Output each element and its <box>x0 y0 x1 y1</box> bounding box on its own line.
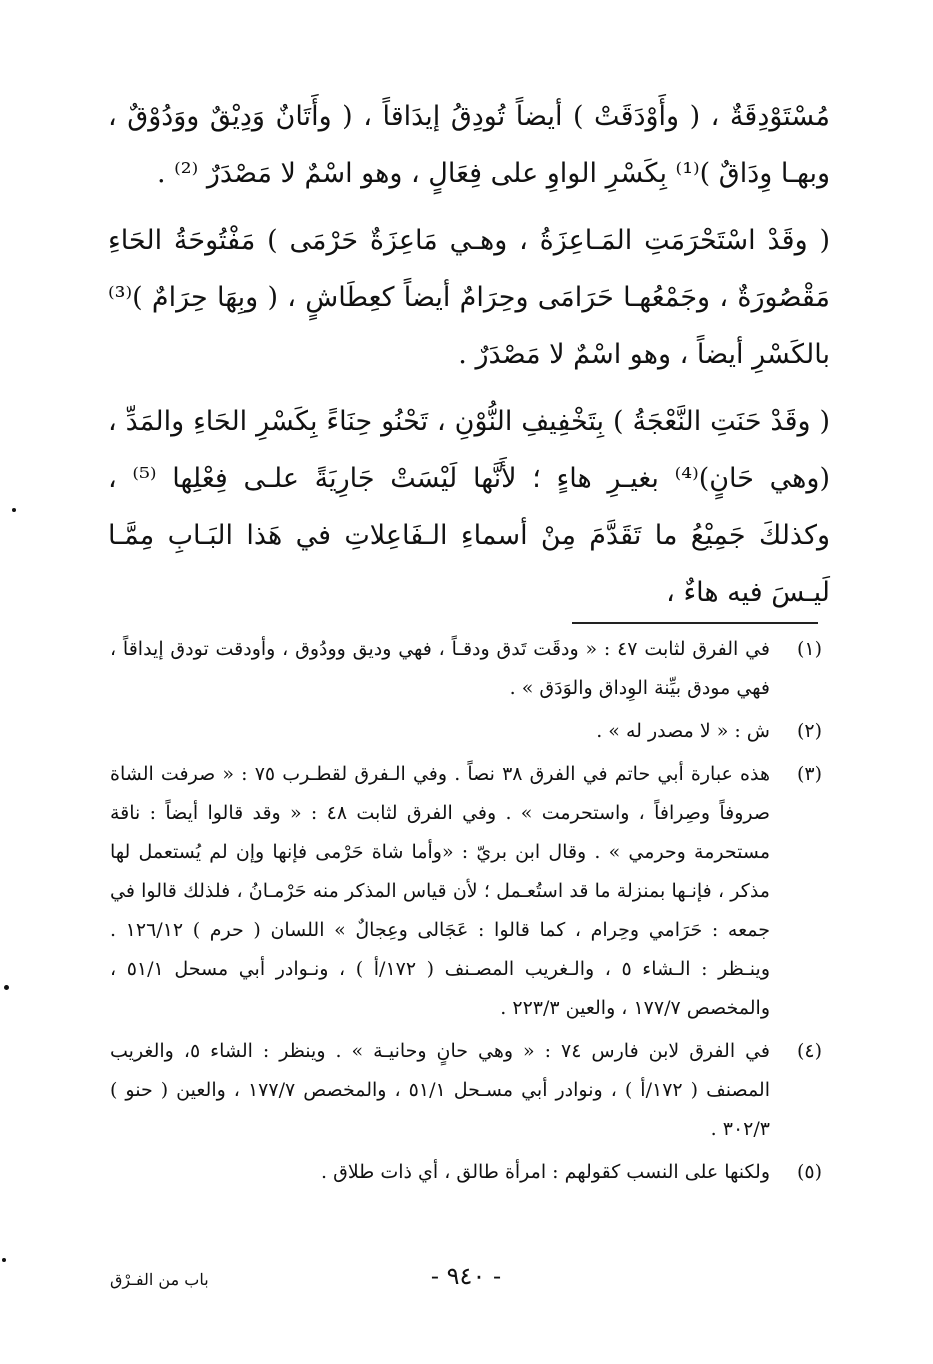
margin-speck <box>4 985 9 990</box>
running-title: باب من الفـرْق <box>110 1270 209 1289</box>
footnote-1 <box>110 630 822 708</box>
footnote-number: (٤) <box>796 1040 822 1062</box>
footnote-text: ش : « لا مصدر له » . <box>596 720 770 742</box>
footnote-number: (٢) <box>796 720 822 742</box>
main-text <box>108 88 830 631</box>
footnote-2 <box>110 712 822 751</box>
margin-speck <box>2 1258 6 1262</box>
footnote-4 <box>110 1032 822 1149</box>
footnote-number: (١) <box>796 638 822 660</box>
footnote-text: في الفرق لثابت ٤٧ : « ودقَت تَدق ودقـاً ، فهي وديق وودُوق ، وأودقت تودق إيداقاً ، فهي مودق بيِّنة الوِداق والوَدَق » . <box>110 638 770 699</box>
footnote-5 <box>110 1153 822 1192</box>
page-footer <box>110 1262 822 1296</box>
page-number: - ٩٤٠ - <box>430 1262 502 1290</box>
body-paragraph-3: ( وقَدْ حَنَتِ النَّعْجَةُ ) بِتَخْفِيفِ النُّوْنِ ، تَحْنُو حِنَاءً بِكَسْرِ الحَاءِ والمَدِّ ، (وهي حَانٍ)⁽⁴⁾ بغيـرِ هاءٍ ؛ لأَنَّها لَيْسَتْ جَارِيَةً علـى فِعْلِها ⁽⁵⁾ ، وكذلكَ جَمِيْعُ ما تَقَدَّمَ مِنْ أسماءِ الـفَاعِلاتِ في هَذا البَـابِ مِمَّـا لَيـسَ فيه هاءٌ ، <box>108 406 830 608</box>
footnote-3 <box>110 755 822 1028</box>
margin-speck <box>12 508 16 512</box>
footnote-text: ولكنها على النسب كقولهم : امرأة طالق ، أي ذات طلاق . <box>321 1161 770 1183</box>
footnote-number: (٣) <box>796 763 822 785</box>
footnote-text: في الفرق لابن فارس ٧٤ : « وهي حانٍ وحانيـة » . وينظر : الشاء ٥، والغريب المصنف ( ١٧٢/أ ) ، ونوادر أبي مسـحل ٥١/١ ، والمخصص ١٧٧/٧ ، والعين ( حنو ) ٣٠٢/٣ . <box>110 1040 770 1140</box>
footnote-separator <box>572 622 818 624</box>
body-paragraph-2: ( وقَدْ اسْتَحْرَمَتِ المَـاعِزَةُ ، وهـي مَاعِزَةٌ حَرْمَى ) مَفْتُوحَةُ الحَاءِ مَقْصُورَةٌ ، وجَمْعُهـا حَرَامَى وحِرَامٌ أيضاً كعِطَاشٍ ، ( وبِهَا حِرَامٌ )⁽³⁾ بالكَسْرِ أيضاً ، وهو اسْمٌ لا مَصْدَرٌ . <box>108 225 830 370</box>
footnote-number: (٥) <box>796 1161 822 1183</box>
body-paragraph-1: مُسْتَوْدِقَةٌ ، ( وأَوْدَقَتْ ) أيضاً تُودِقُ إيدَاقاً ، ( وأَتَانٌ وَدِيْقٌ ووَدُوْقٌ ، وبهـا وِدَاقٌ )⁽¹⁾ بِكَسْرِ الواوِ على فِعَالٍ ، وهو اسْمٌ لا مَصْدَرٌ ⁽²⁾ . <box>108 101 830 189</box>
footnotes <box>110 630 822 1196</box>
footnote-text: هذه عبارة أبي حاتم في الفرق ٣٨ نصاً . وفي الـفرق لقطـرب ٧٥ : « صرفت الشاة صروفاً وصِرافاً ، واستحرمت » . وفي الفرق لثابت ٤٨ : « وقد قالوا أيضاً : ناقة مستحرمة وحرمي » . وقال ابن بريّ : «وأما شاة حَرْمى فإنها وإن لم يُستعمل لها مذكر ، فإنـها بمنزلة ما قد استُعـمل ؛ لأن قياس المذكر منه حَرْمـانُ ، فلذلك قالوا في جمعه : حَرَامي وحِرام ، كما قالوا : عَجَالى وعِجالٌ » اللسان ( حرم ) ١٢٦/١٢ . وينـظر : الـشاء ٥ ، والـغريب المصـنف ( ١٧٢/أ ) ، ونـوادر أبي مسحل ٥١/١ ، والمخصص ١٧٧/٧ ، والعين ٢٢٣/٣ . <box>110 763 770 1019</box>
